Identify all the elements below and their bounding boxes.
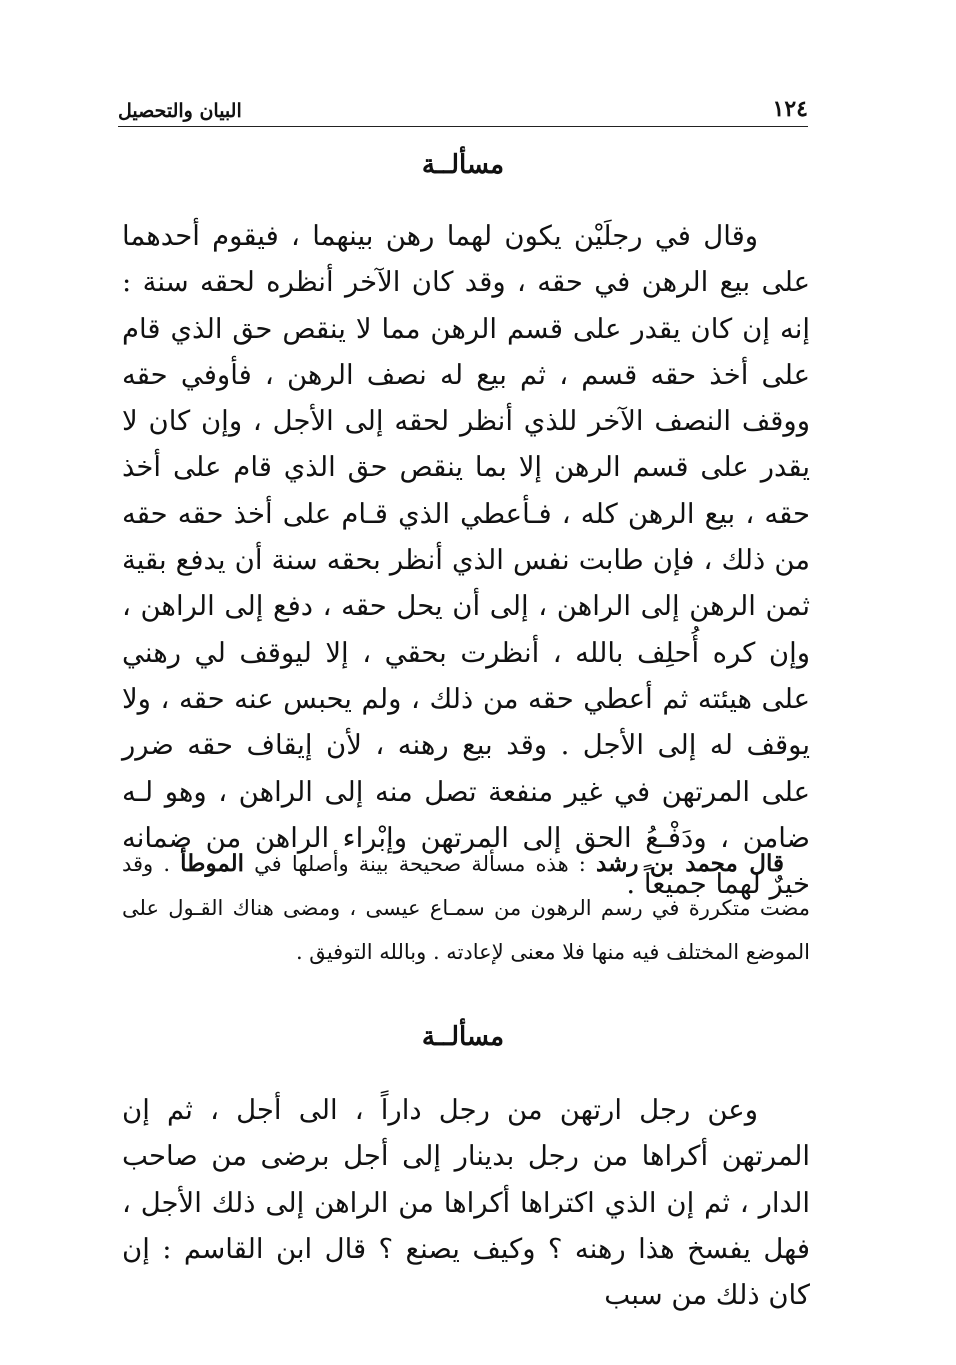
section-2-paragraph: وعن رجل ارتهن من رجل داراً ، الى أجل ، ثم إن المرتهن أكراها من رجل بدينار إلى أجل برضى من صاحب الدار ، ثم إن الذي اكتراها أكراها من الراهن إلى ذلك الأجل ، فهل يفسخ هذا رهنه ؟ وكيف يصنع ؟ قال ابن القاسم : إن كان ذلك من سبب [122, 1094, 810, 1312]
commentary-source: الموطأ [180, 850, 245, 877]
section-1-body [122, 213, 810, 907]
running-header [118, 86, 808, 127]
commentary-text-before: : هذه مسألة صحيحة بينة وأصلها في [244, 852, 596, 876]
section-2-body [122, 1087, 810, 1318]
section-1-paragraph: وقال في رجلَيْن يكون لهما رهن بينهما ، فيقوم أحدهما على بيع الرهن في حقه ، وقد كان الآخر أنظره لحقه سنة : إنه إن كان يقدر على قسم الرهن مما لا ينقص حق الذي قام على أخذ حقه قسم ، ثم بيع له نصف الرهن ، فأوفي حقه ووقف النصف الآخر للذي أنظر لحقه إلى الأجل ، وإن كان لا يقدر على قسم الرهن إلا بما ينقص حق الذي قام على أخذ حقه ، بيع الرهن كله ، فـأعطي الذي قـام على أخذ حقه حقه من ذلك ، فإن طابت نفس الذي أنظر بحقه سنة أن يدفع بقية ثمن الرهن إلى الراهن ، إلى أن يحل حقه ، دفع إلى الراهن ، وإن كره أُحلِف بالله ، أنظرت بحقي ، إلا ليوقف لي رهني على هيئته ثم أعطي حقه من ذلك ، ولم يحبس عنه حقه ، ولا يوقف له إلى الأجل . وقد بيع رهنه ، لأن إيقاف حقه ضرر على المرتهن في غير منفعة تصل منه إلى الراهن ، وهو لـه ضامن ، ودَفْـعُ الحق إلى المرتهن وإبْراء الراهن من ضمانه خيرٌ لهما جميعاً . [122, 220, 810, 901]
commentary-text-after: . وقد مضت متكررة في رسم الرهون من سمـاع عيسى ، ومضى هناك القـول على الموضع المختلف فيه منها فلا معنى لإعادته . وبالله التوفيق . [122, 852, 810, 964]
section-heading-1: مسألــة [421, 150, 505, 180]
book-title: البيان والتحصيل [118, 100, 242, 122]
page-number: ١٢٤ [772, 96, 808, 122]
section-heading-2: مسألــة [421, 1022, 505, 1052]
commentary-paragraph [122, 842, 810, 974]
commentary-block [122, 842, 810, 974]
commentary-speaker: قال محمد بن رشد [596, 850, 784, 877]
